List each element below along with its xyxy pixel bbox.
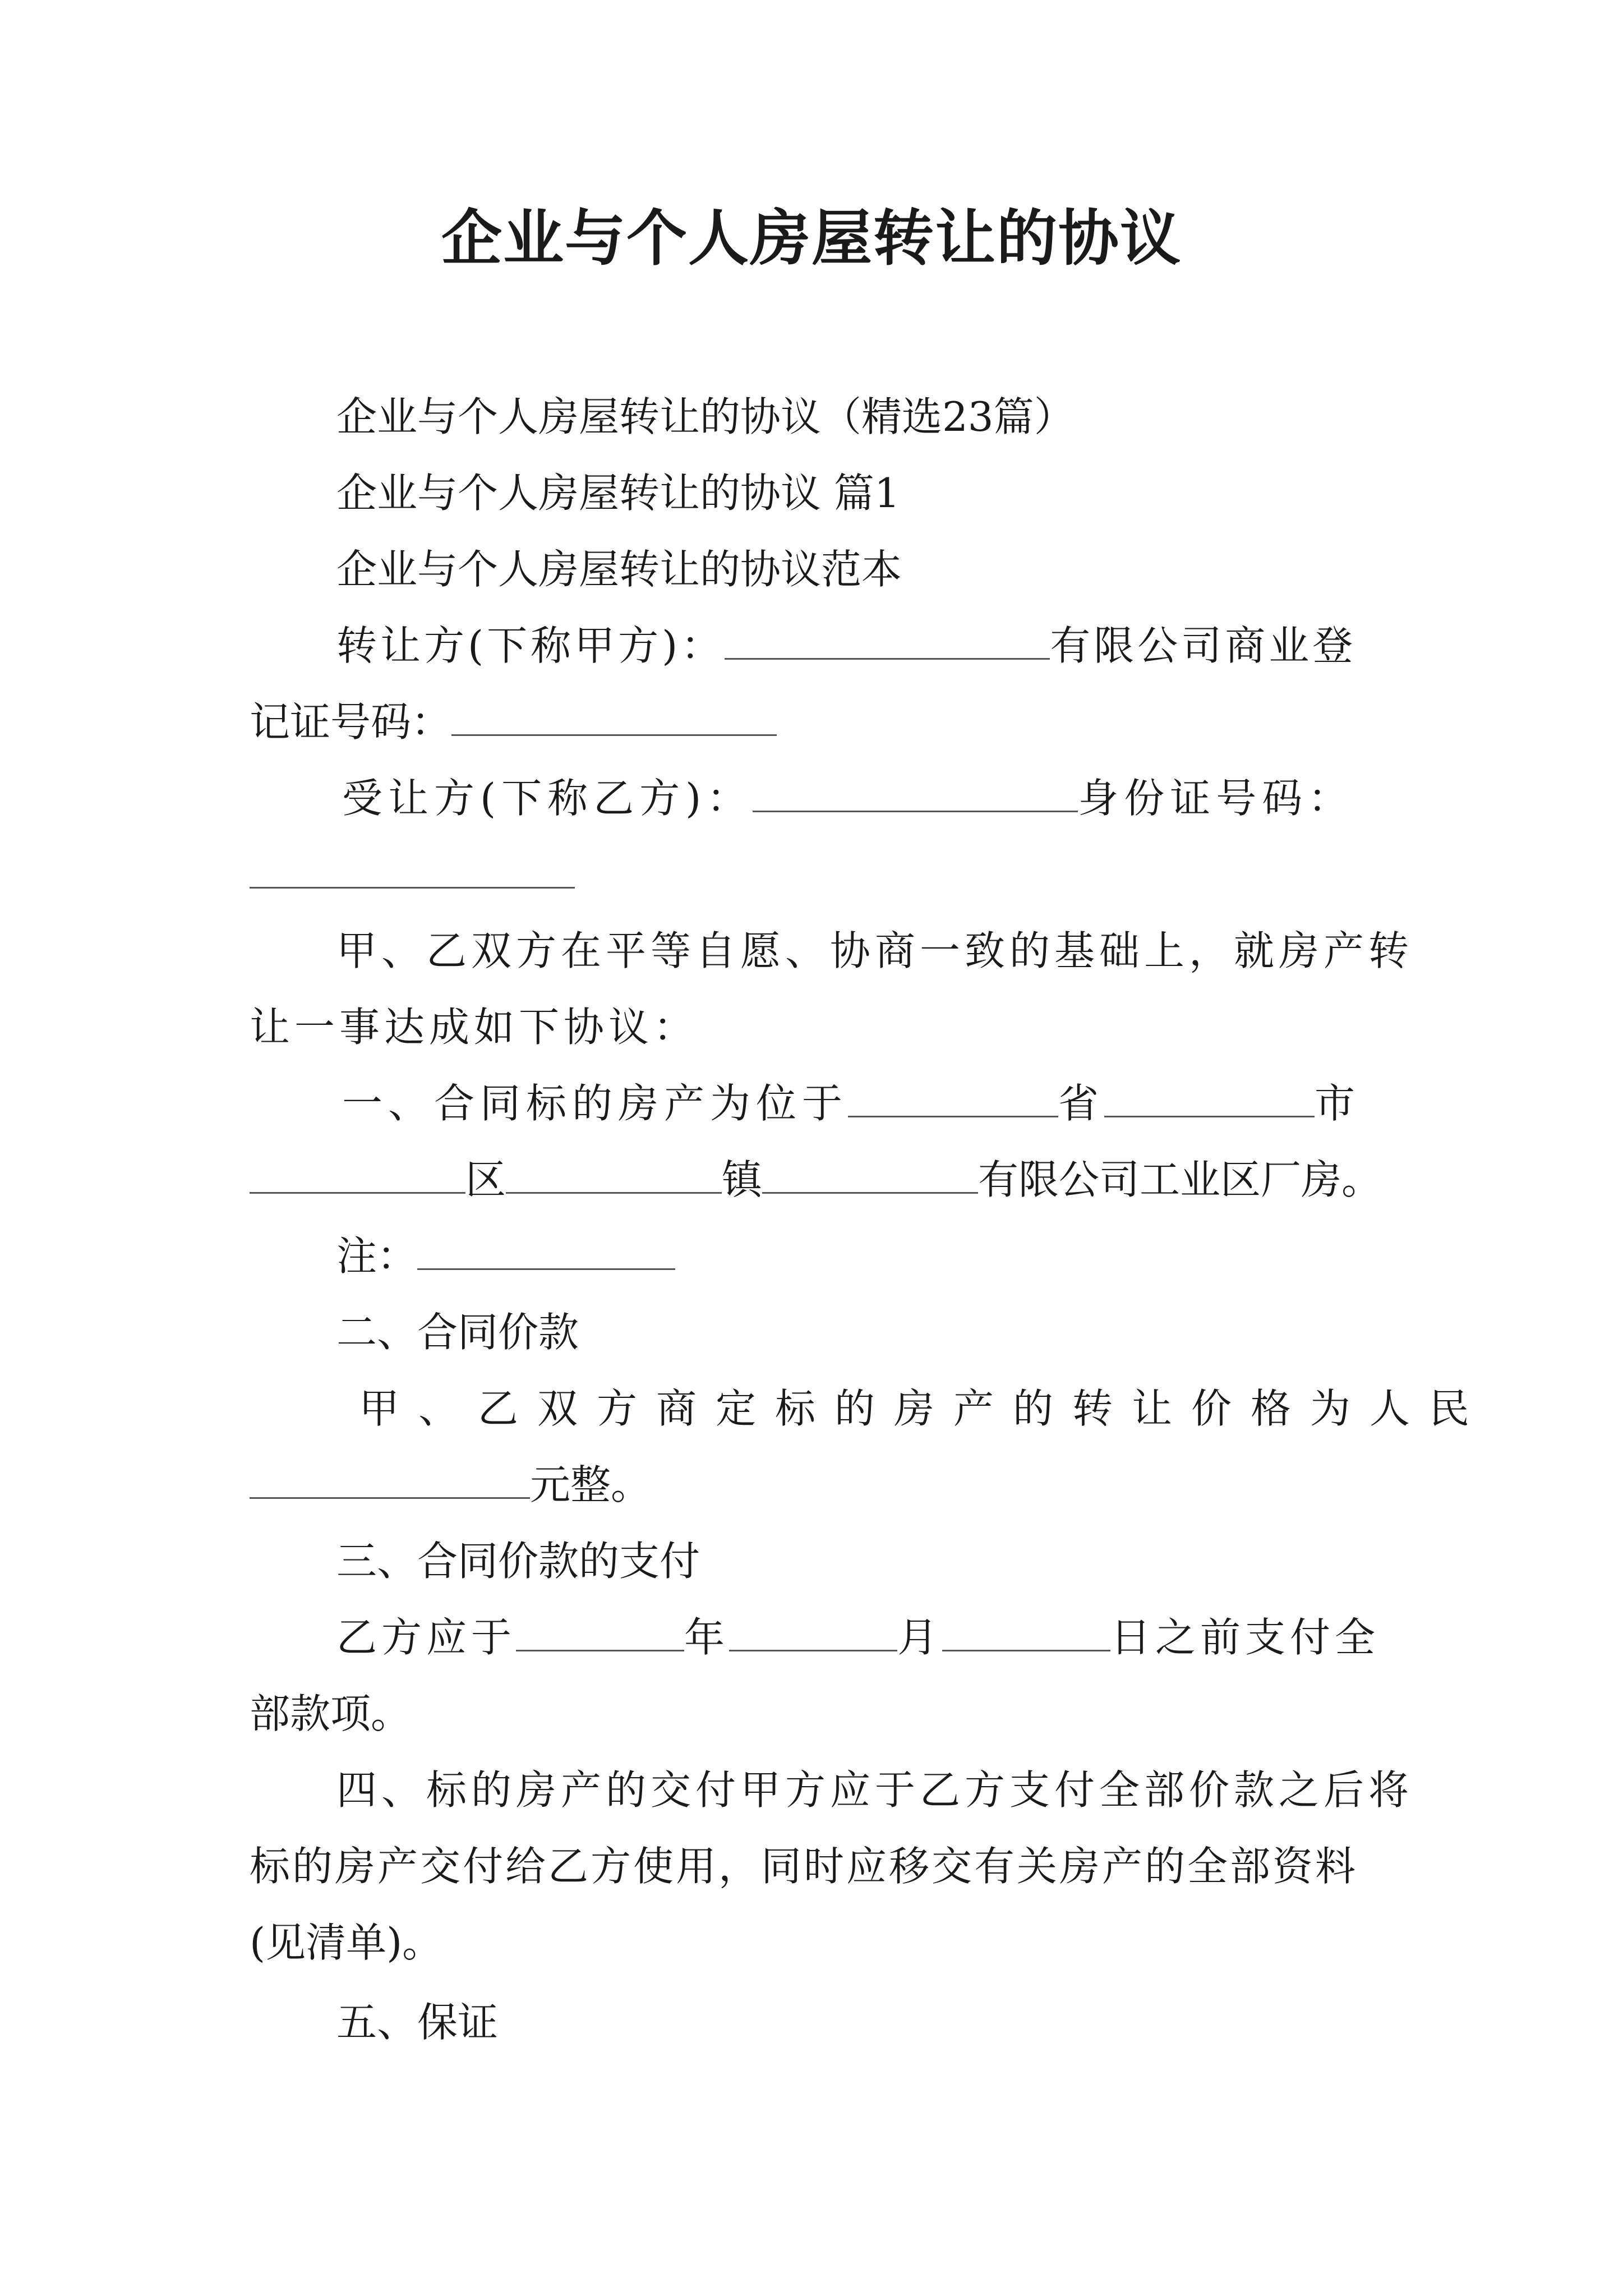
- section-heading-part1: 企业与个人房屋转让的协议 篇1: [336, 470, 900, 517]
- day-label: 日之前支付全: [1110, 1614, 1380, 1661]
- transferor-label: 转让方(下称甲方)：: [336, 622, 725, 669]
- company-blank: [762, 1152, 978, 1194]
- preamble-line-2: 让一事达成如下协议：: [250, 1004, 699, 1051]
- payment-day-blank: [942, 1609, 1110, 1651]
- payment-month-blank: [729, 1609, 897, 1651]
- note-line: [336, 1228, 675, 1284]
- subtitle-collection: 企业与个人房屋转让的协议（精选23篇）: [336, 393, 1075, 440]
- note-blank: [417, 1228, 675, 1270]
- transferee-label: 受让方(下称乙方)：: [342, 775, 753, 822]
- id-number-blank: [250, 846, 575, 889]
- clause-3-line-2: 部款项。: [250, 1690, 412, 1737]
- clause-5-heading: 五、保证: [336, 1999, 499, 2046]
- clause-4-line-1: 四、标的房产的交付甲方应于乙方支付全部价款之后将: [336, 1766, 1414, 1814]
- preamble-line-1: 甲、乙双方在平等自愿、协商一致的基础上，就房产转: [336, 927, 1414, 974]
- town-label: 镇: [722, 1156, 763, 1203]
- registration-number-blank: [451, 694, 777, 736]
- transferor-line: [336, 618, 1356, 674]
- city-blank: [1104, 1075, 1315, 1117]
- payment-year-blank: [516, 1609, 684, 1651]
- price-suffix: 元整。: [530, 1461, 652, 1508]
- transferee-line: [342, 770, 1354, 826]
- district-label: 区: [465, 1156, 506, 1203]
- clause-4-line-3: (见清单)。: [250, 1919, 443, 1966]
- clause-3-heading: 三、合同价款的支付: [336, 1538, 700, 1585]
- id-number-label: 身份证号码：: [1078, 775, 1354, 822]
- clause-1-line-1: [342, 1075, 1361, 1131]
- clause-3-line-1: [336, 1609, 1380, 1665]
- transferee-name-blank: [753, 770, 1078, 812]
- clause-1-line-2: [250, 1152, 1382, 1208]
- clause-2-heading: 二、合同价款: [336, 1309, 579, 1356]
- factory-label: 有限公司工业区厂房。: [978, 1156, 1382, 1203]
- district-blank: [250, 1152, 465, 1194]
- clause-4-line-2: 标的房产交付给乙方使用，同时应移交有关房产的全部资料: [250, 1843, 1358, 1890]
- document-title: 企业与个人房屋转让的协议: [441, 203, 1182, 274]
- month-label: 月: [897, 1614, 943, 1661]
- year-label: 年: [684, 1614, 730, 1661]
- id-number-line: [250, 846, 575, 903]
- town-blank: [506, 1152, 722, 1194]
- clause-2-line-1: 甲、乙双方商定标的房产的转让价格为人民: [359, 1385, 1489, 1432]
- province-label: 省: [1058, 1080, 1105, 1127]
- city-label: 市: [1315, 1080, 1361, 1127]
- registration-line: [250, 694, 777, 750]
- registration-label: 记证号码：: [250, 698, 452, 746]
- clause-2-line-2: [250, 1457, 651, 1513]
- template-heading: 企业与个人房屋转让的协议范本: [336, 546, 902, 593]
- province-blank: [848, 1075, 1058, 1117]
- payment-label: 乙方应于: [336, 1614, 517, 1661]
- transferor-name-blank: [725, 618, 1050, 660]
- note-label: 注：: [336, 1232, 418, 1280]
- transferor-suffix: 有限公司商业登: [1050, 622, 1357, 669]
- clause-1-text: 一、合同标的房产为位于: [342, 1080, 849, 1127]
- price-blank: [250, 1457, 530, 1499]
